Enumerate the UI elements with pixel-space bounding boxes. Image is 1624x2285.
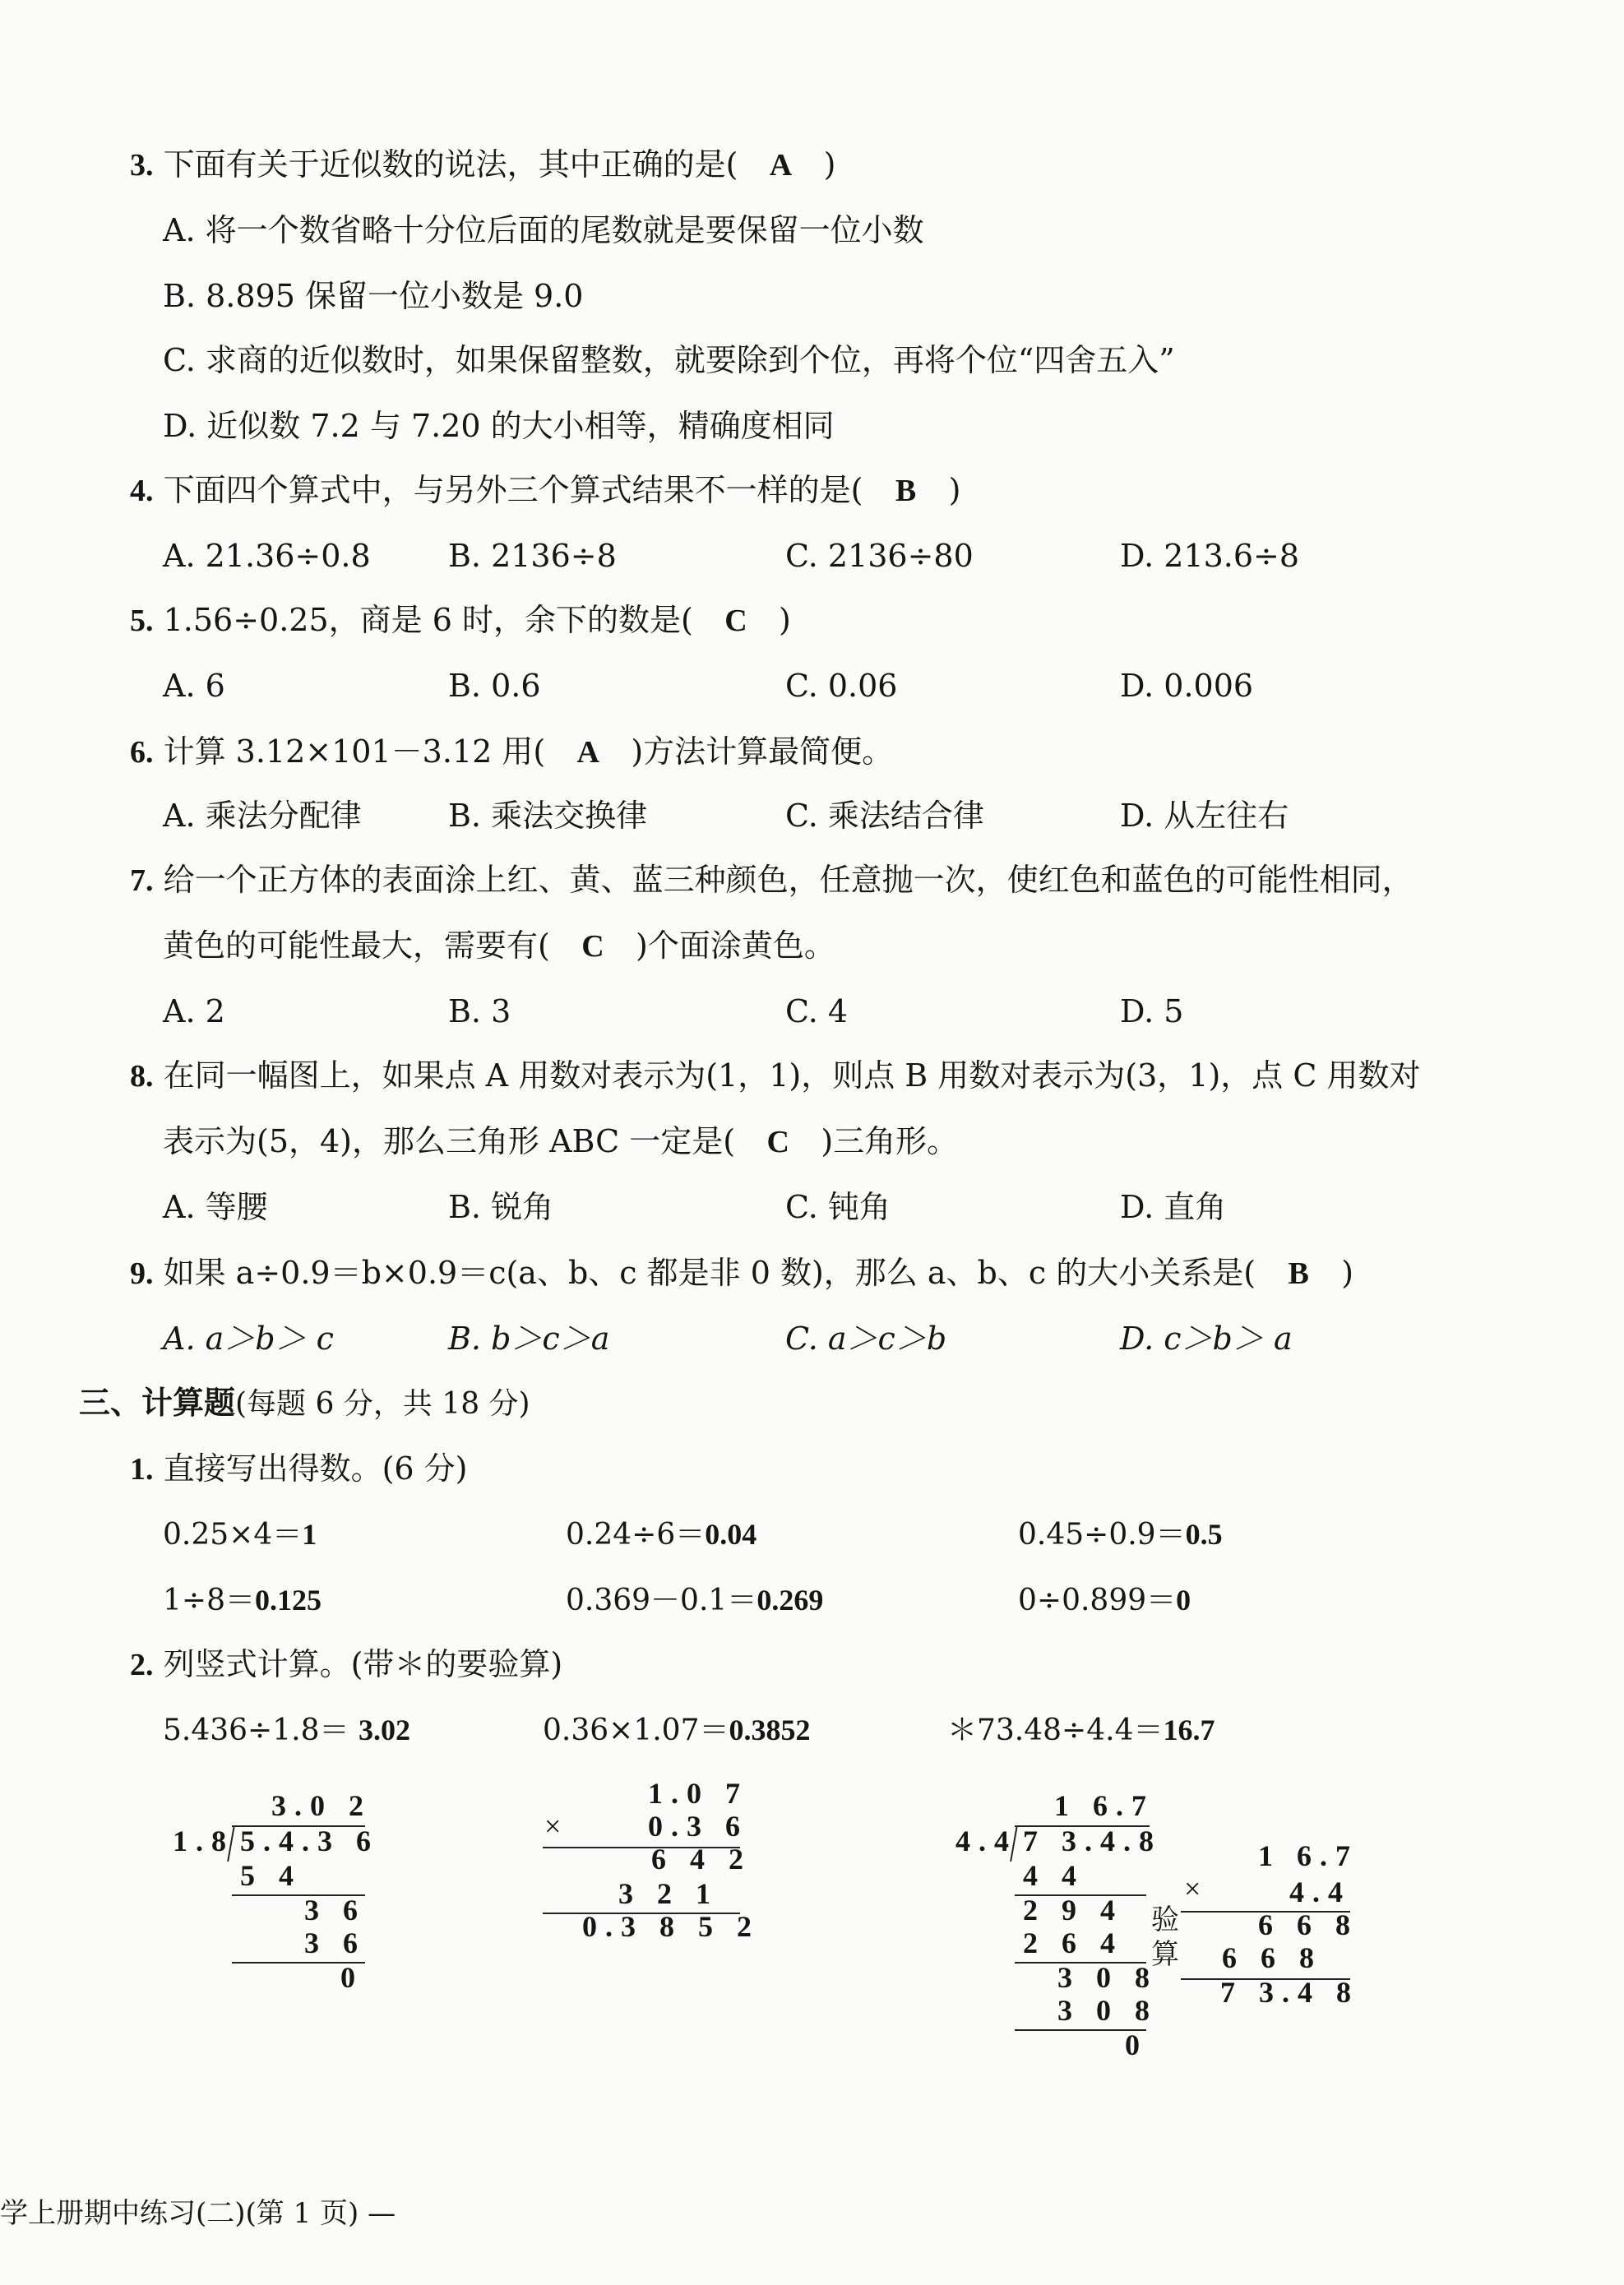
work-row: 0 (340, 1961, 363, 1994)
calc-expr: 5.436÷1.8＝ (163, 1714, 349, 1747)
question-text-end: ) (948, 472, 961, 508)
question-number: 7. (130, 863, 154, 898)
option-c: C. 钝角 (785, 1189, 891, 1225)
calc-answer: 0.5 (1185, 1518, 1223, 1551)
answer-letter: C (766, 1125, 789, 1159)
dividend: 5.4.3 6 (240, 1825, 379, 1857)
option-a: A. 将一个数省略十分位后面的尾数就是要保留一位小数 (163, 212, 924, 248)
question-text: 给一个正方体的表面涂上红、黄、蓝三种颜色，任意抛一次，使红色和蓝色的可能性相同， (163, 862, 1413, 898)
dividend: 7 3.4.8 (1023, 1825, 1162, 1857)
option-b: B. 0.6 (448, 668, 541, 704)
question-text: 在同一幅图上，如果点 A 用数对表示为(1，1)，则点 B 用数对表示为(3，1)，点 C 用数对 (163, 1057, 1421, 1094)
multiplicand: 1.0 7 (648, 1777, 748, 1810)
option-a: A. a＞b＞ c (163, 1321, 334, 1357)
answer-letter: A (769, 148, 793, 183)
question-text-end: ) (779, 602, 791, 638)
calc-answer: 16.7 (1163, 1714, 1215, 1746)
calc-item (163, 1580, 322, 1621)
option-a: A. 等腰 (163, 1189, 268, 1225)
multiplier: 0.3 6 (648, 1810, 748, 1843)
work-row: 4 4 (1023, 1859, 1085, 1892)
calc-expr: 0÷0.899＝ (1018, 1584, 1177, 1617)
quotient: 1 6.7 (1054, 1789, 1154, 1822)
question-9 (130, 1253, 1353, 1293)
calc-item (566, 1580, 823, 1621)
calc-answer: 0.3852 (729, 1714, 811, 1746)
check-label: 验算 (1151, 1903, 1179, 1971)
calc-item (947, 1710, 1215, 1751)
option-c: C. a＞c＞b (785, 1321, 947, 1357)
question-number: 6. (130, 735, 154, 770)
answer-letter: B (895, 474, 917, 508)
option-a: A. 乘法分配律 (163, 798, 362, 834)
question-4 (130, 470, 960, 511)
calc-expr: 1÷8＝ (163, 1584, 255, 1617)
option-a: A. 21.36÷0.8 (163, 538, 371, 574)
option-a: A. 6 (163, 668, 225, 704)
option-a: A. 2 (163, 993, 225, 1029)
calc-item (163, 1515, 317, 1555)
calc-expr: 0.24÷6＝ (566, 1518, 706, 1552)
option-b: B. 锐角 (448, 1189, 554, 1225)
option-d: D. 213.6÷8 (1120, 538, 1300, 574)
option-c: C. 4 (785, 993, 849, 1029)
question-text: 下面有关于近似数的说法，其中正确的是( (163, 146, 738, 183)
divisor: 4.4 (955, 1825, 1017, 1857)
quotient: 3.0 2 (271, 1789, 372, 1822)
calc-answer: 0.269 (756, 1584, 824, 1617)
question-text: 计算 3.12×101－3.12 用( (163, 733, 546, 770)
calc-item (1018, 1515, 1223, 1555)
question-text: 如果 a÷0.9＝b×0.9＝c(a、b、c 都是非 0 数)，那么 a、b、c 的大小关系是( (163, 1255, 1256, 1291)
calc-answer: 0 (1176, 1584, 1191, 1617)
question-number: 8. (130, 1059, 154, 1094)
check-multiplicand: 1 6.7 (1258, 1839, 1358, 1872)
calc-item (163, 1710, 410, 1751)
question-text: 黄色的可能性最大，需要有( (163, 927, 550, 964)
check-multiplier: 4.4 (1289, 1876, 1351, 1908)
option-d: D. c＞b＞ a (1120, 1321, 1293, 1357)
option-b: B. 2136÷8 (448, 538, 617, 574)
option-d: D. 直角 (1120, 1189, 1227, 1225)
divisor: 1.8 (173, 1825, 234, 1857)
work-row: 2 6 4 (1023, 1927, 1123, 1959)
question-text: 1.56÷0.25，商是 6 时，余下的数是( (163, 602, 693, 638)
answer-letter: C (581, 929, 604, 964)
section-title: 三、计算题 (79, 1384, 236, 1421)
option-b: B. 8.895 保留一位小数是 9.0 (163, 278, 584, 314)
option-c: C. 乘法结合律 (785, 798, 984, 834)
question-number: 3. (130, 148, 154, 183)
calc-expr: 0.36×1.07＝ (543, 1714, 729, 1747)
answer-letter: B (1288, 1256, 1309, 1291)
question-text: 表示为(5，4)，那么三角形 ABC 一定是( (163, 1123, 736, 1159)
work-row: 0.3 8 5 2 (582, 1910, 760, 1943)
calc-answer: 1 (302, 1518, 317, 1551)
option-b: B. 3 (448, 993, 511, 1029)
check-times-sign: × (1184, 1872, 1210, 1905)
question-number: 1. (130, 1452, 154, 1487)
calc-question-1 (130, 1449, 468, 1489)
work-row: 3 6 (304, 1927, 366, 1959)
calc-item (566, 1515, 756, 1555)
question-text-end: )个面涂黄色。 (636, 927, 835, 964)
question-text: 直接写出得数。(6 分) (163, 1450, 468, 1487)
option-d: D. 5 (1120, 993, 1184, 1029)
work-row: 2 9 4 (1023, 1894, 1123, 1927)
question-text-end: )方法计算最简便。 (631, 733, 894, 770)
calc-answer: 3.02 (358, 1714, 410, 1746)
question-7-line-2 (163, 926, 835, 966)
option-d: D. 0.006 (1120, 668, 1254, 704)
option-b: B. 乘法交换律 (448, 798, 648, 834)
page-footer: 学上册期中练习(二)(第 1 页) — (0, 2197, 396, 2230)
work-row: 6 4 2 (651, 1843, 752, 1876)
question-8-line-2 (163, 1122, 958, 1162)
check-row: 7 3.4 8 (1220, 1976, 1359, 2009)
calc-answer: 0.04 (705, 1518, 757, 1551)
question-text: 列竖式计算。(带＊的要验算) (163, 1646, 563, 1682)
check-row: 6 6 8 (1222, 1941, 1322, 1974)
answer-letter: C (724, 604, 747, 638)
work-row: 3 6 (304, 1894, 366, 1927)
question-6 (130, 732, 893, 772)
calc-question-2 (130, 1644, 562, 1685)
calc-item (1018, 1580, 1191, 1621)
question-number: 2. (130, 1648, 154, 1682)
option-c: C. 0.06 (785, 668, 898, 704)
work-row: 0 (1125, 2028, 1148, 2061)
work-row: 3 0 8 (1057, 1961, 1158, 1994)
calc-expr: 0.369－0.1＝ (566, 1584, 757, 1617)
work-row: 3 2 1 (618, 1877, 719, 1910)
calc-answer: 0.125 (254, 1584, 322, 1617)
option-d: D. 近似数 7.2 与 7.20 的大小相等，精确度相同 (163, 408, 835, 444)
question-text-end: ) (1341, 1255, 1354, 1291)
question-5 (130, 600, 791, 641)
question-number: 9. (130, 1256, 154, 1291)
work-row: 5 4 (240, 1859, 302, 1892)
question-text-end: ) (823, 146, 836, 183)
option-c: C. 2136÷80 (785, 538, 974, 574)
option-b: B. b＞c＞a (448, 1321, 610, 1357)
calc-expr: ＊73.48÷4.4＝ (947, 1714, 1164, 1747)
section-heading (79, 1383, 530, 1424)
calc-expr: 0.45÷0.9＝ (1018, 1518, 1186, 1552)
answer-letter: A (576, 735, 599, 770)
times-sign: × (544, 1810, 570, 1843)
question-number: 5. (130, 604, 154, 638)
question-8 (130, 1056, 1421, 1096)
option-d: D. 从左往右 (1120, 798, 1289, 834)
question-text-end: )三角形。 (821, 1123, 959, 1159)
calc-expr: 0.25×4＝ (163, 1518, 303, 1552)
work-row: 3 0 8 (1057, 1994, 1158, 2027)
question-3 (130, 145, 835, 185)
question-7 (130, 860, 1413, 900)
check-row: 6 6 8 (1258, 1908, 1358, 1941)
section-note: (每题 6 分，共 18 分) (235, 1387, 530, 1421)
option-c: C. 求商的近似数时，如果保留整数，就要除到个位，再将个位“四舍五入” (163, 342, 1175, 378)
question-number: 4. (130, 474, 154, 508)
question-text: 下面四个算式中，与另外三个算式结果不一样的是( (163, 472, 863, 508)
calc-item (543, 1710, 810, 1751)
